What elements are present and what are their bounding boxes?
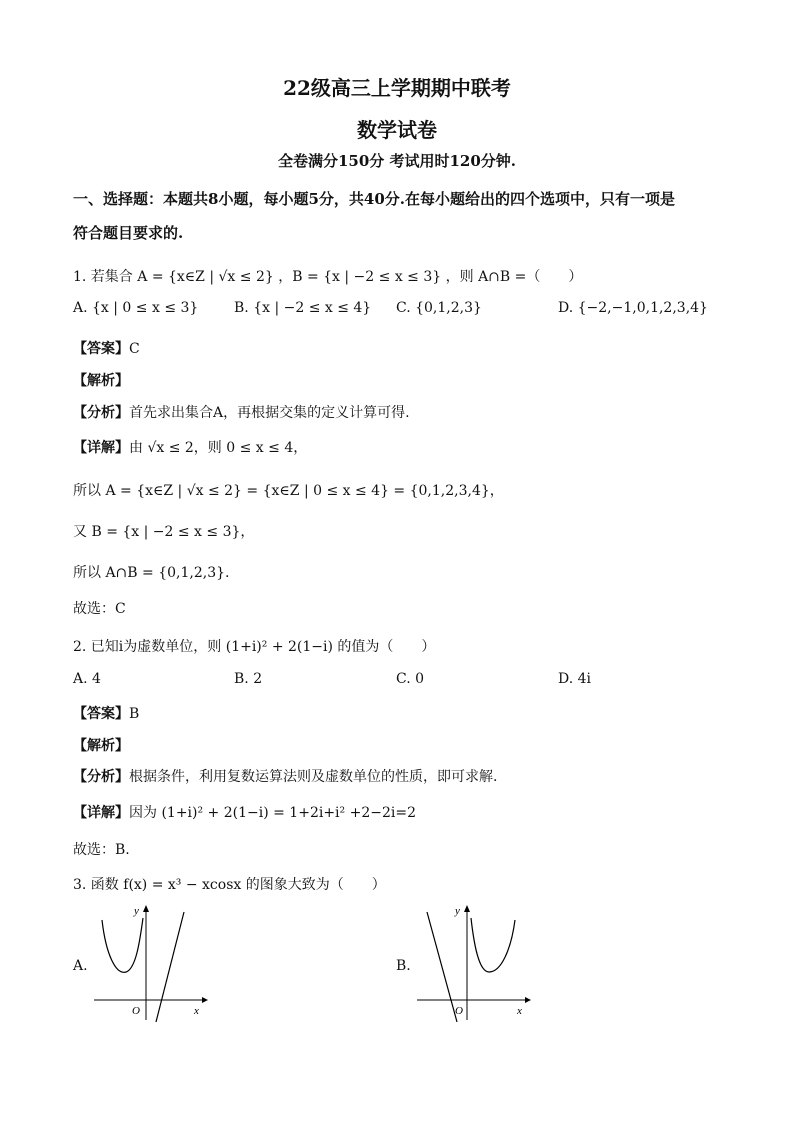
exam-title: 22级高三上学期期中联考 — [283, 76, 511, 100]
fenxi-text: 首先求出集合A，再根据交集的定义计算可得. — [129, 405, 410, 421]
origin-label: O — [455, 1005, 463, 1017]
x-label: x — [517, 1005, 522, 1017]
detail-text: 由 √x ≤ 2，则 0 ≤ x ≤ 4， — [129, 440, 308, 456]
q1-choose: 故选：C — [73, 601, 126, 617]
answer-value: B — [129, 706, 140, 722]
q1-option-c: C. {0,1,2,3} — [396, 300, 482, 316]
answer-tag: 【答案】 — [73, 341, 129, 357]
q1-detail2: 所以 A = {x∈Z | √x ≤ 2} = {x∈Z | 0 ≤ x ≤ 4} = {0,1,2,3,4}， — [73, 483, 504, 499]
q1-detail3: 又 B = {x | −2 ≤ x ≤ 3}， — [73, 524, 255, 540]
q2-stem: 2. 已知i为虚数单位，则 (1+i)² + 2(1−i) 的值为（ ） — [73, 639, 436, 655]
q2-option-b: B. 2 — [234, 671, 263, 687]
origin-label: O — [132, 1005, 140, 1017]
q2-analysis-tag: 【解析】 — [73, 738, 129, 754]
fenxi-tag: 【分析】 — [73, 405, 129, 421]
q2-detail — [73, 802, 416, 822]
q1-answer — [73, 338, 140, 358]
q1-detail4: 所以 A∩B = {0,1,2,3}. — [73, 565, 230, 581]
detail-text: 因为 (1+i)² + 2(1−i) = 1+2i+i² +2−2i=2 — [129, 805, 416, 821]
x-label: x — [194, 1005, 199, 1017]
q2-option-c: C. 0 — [396, 671, 425, 687]
x-arrow-icon — [202, 997, 208, 1003]
answer-tag: 【答案】 — [73, 706, 129, 722]
q1-option-a: A. {x | 0 ≤ x ≤ 3} — [73, 300, 199, 316]
q1-fenxi — [73, 402, 410, 422]
answer-value: C — [129, 341, 140, 357]
graph-b — [413, 900, 533, 1025]
curve-right — [156, 912, 184, 1022]
q2-answer — [73, 703, 139, 723]
section-heading-line1: 一、选择题：本题共8小题，每小题5分，共40分.在每小题给出的四个选项中，只有一项是 — [73, 190, 675, 208]
fenxi-text: 根据条件，利用复数运算法则及虚数单位的性质，即可求解. — [129, 769, 498, 785]
curve-left — [102, 918, 143, 972]
q1-option-d: D. {−2,−1,0,1,2,3,4} — [558, 300, 708, 316]
graph-a — [90, 900, 210, 1025]
q2-fenxi — [73, 766, 497, 786]
subject-title: 数学试卷 — [357, 118, 437, 142]
q1-stem: 1. 若集合 A = {x∈Z | √x ≤ 2} ，B = {x | −2 ≤ x ≤ 3} ，则 A∩B =（ ） — [73, 269, 583, 285]
y-label: y — [455, 905, 460, 917]
x-arrow-icon — [525, 997, 531, 1003]
curve-right — [471, 918, 515, 972]
detail-tag: 【详解】 — [73, 805, 129, 821]
q1-analysis-tag: 【解析】 — [73, 373, 129, 389]
q1-detail — [73, 437, 307, 457]
section-heading-line2: 符合题目要求的. — [73, 224, 184, 242]
exam-info: 全卷满分150分 考试用时120分钟. — [277, 152, 517, 170]
q1-option-b: B. {x | −2 ≤ x ≤ 4} — [234, 300, 372, 316]
q3-option-b-label: B. — [396, 958, 411, 974]
y-arrow-icon — [464, 905, 470, 912]
q3-option-a-label: A. — [73, 958, 88, 974]
curve-left — [427, 912, 457, 1022]
q2-choose: 故选：B. — [73, 842, 130, 858]
fenxi-tag: 【分析】 — [73, 769, 129, 785]
q3-stem: 3. 函数 f(x) = x³ − xcosx 的图象大致为（ ） — [73, 877, 386, 893]
q2-option-d: D. 4i — [558, 671, 592, 687]
detail-tag: 【详解】 — [73, 440, 129, 456]
q2-option-a: A. 4 — [73, 671, 101, 687]
y-label: y — [134, 905, 139, 917]
y-arrow-icon — [143, 905, 149, 912]
